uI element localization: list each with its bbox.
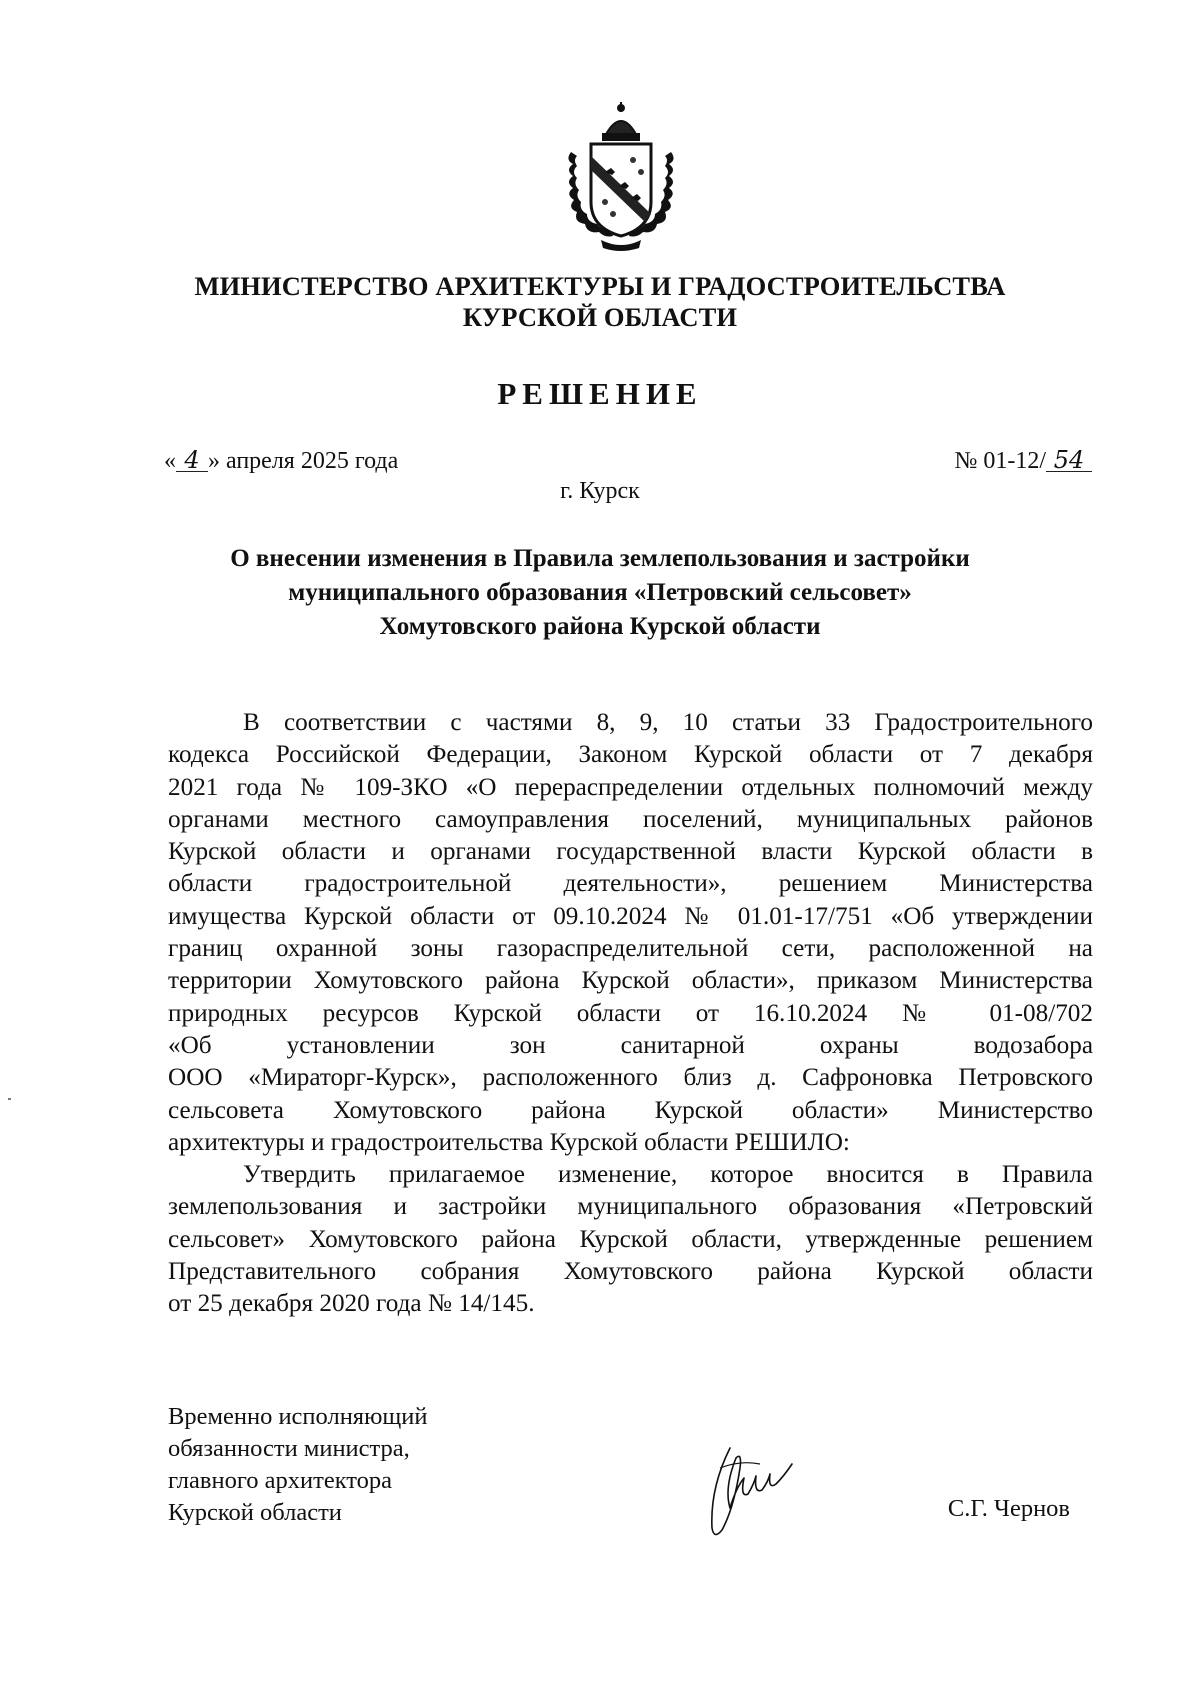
body-line: 2021 года № 109-ЗКО «О перераспределении отдельных полномочий между	[168, 773, 1093, 801]
body-line: территории Хомутовского района Курской области», приказом Министерства	[168, 967, 1093, 995]
body-line: границ охранной зоны газораспределительной сети, расположенной на	[168, 935, 1093, 963]
document-title-line1: О внесении изменения в Правила землепользования и застройки	[230, 545, 970, 572]
handwritten-number: 54	[1046, 449, 1092, 472]
date-month-year: » апреля 2025 года	[208, 448, 399, 474]
body-line: имущества Курской области от 09.10.2024 № 01.01-17/751 «Об утверждении	[168, 902, 1093, 930]
scan-speck	[8, 1098, 11, 1100]
document-number-prefix: № 01-12/	[954, 448, 1046, 474]
handwritten-day: 4	[176, 449, 208, 472]
body-line: органами местного самоуправления поселений, муниципальных районов	[168, 805, 1093, 833]
position-line: главного архитектора	[168, 1467, 393, 1494]
document-title-line3: Хомутовского района Курской области	[379, 613, 821, 640]
body-line: области градостроительной деятельности», решением Министерства	[168, 870, 1093, 898]
body-line: кодекса Российской Федерации, Законом Курской области от 7 декабря	[168, 741, 1093, 769]
body-line: землепользования и застройки муниципального образования «Петровский	[168, 1193, 1093, 1221]
body-line: архитектуры и градостроительства Курской области РЕШИЛО:	[168, 1128, 850, 1156]
document-date	[164, 446, 398, 476]
handwritten-signature-icon	[700, 1428, 800, 1548]
kursk-coat-of-arms-icon	[561, 102, 681, 252]
signer-name: С.Г. Чернов	[947, 1495, 1070, 1522]
body-line: Утвердить прилагаемое изменение, которое вносится в Правила	[243, 1161, 1093, 1188]
document-type-heading: РЕШЕНИЕ	[497, 376, 703, 411]
body-paragraph-2	[168, 1159, 1093, 1320]
body-line: Представительного собрания Хомутовского района Курской области	[168, 1257, 1093, 1285]
body-line: от 25 декабря 2020 года № 14/145.	[168, 1290, 535, 1318]
body-paragraph-1	[168, 707, 1093, 1159]
body-line: Курской области и органами государственной власти Курской области в	[168, 838, 1093, 866]
ministry-name-line2: КУРСКОЙ ОБЛАСТИ	[462, 302, 738, 332]
position-line: Временно исполняющий	[168, 1403, 428, 1430]
date-quote-open: «	[164, 448, 176, 474]
body-line: природных ресурсов Курской области от 16.10.2024 № 01-08/702	[168, 999, 1093, 1027]
signatory-position	[168, 1401, 427, 1529]
body-line: сельсовет» Хомутовского района Курской области, утвержденные решением	[168, 1225, 1093, 1253]
position-line: Курской области	[168, 1499, 342, 1526]
document-city: г. Курск	[560, 478, 640, 504]
ministry-name-line1: МИНИСТЕРСТВО АРХИТЕКТУРЫ И ГРАДОСТРОИТЕЛЬСТВА	[194, 271, 1006, 301]
body-line: В соответствии с частями 8, 9, 10 статьи 33 Градостроительного	[243, 709, 1093, 736]
body-line: ООО «Мираторг-Курск», расположенного близ д. Сафроновка Петровского	[168, 1064, 1093, 1092]
document-number	[954, 446, 1092, 476]
position-line: обязанности министра,	[168, 1435, 410, 1462]
document-title-line2: муниципального образования «Петровский сельсовет»	[288, 579, 912, 606]
body-line: сельсовета Хомутовского района Курской области» Министерство	[168, 1096, 1093, 1124]
body-line: «Об установлении зон санитарной охраны водозабора	[168, 1031, 1093, 1059]
